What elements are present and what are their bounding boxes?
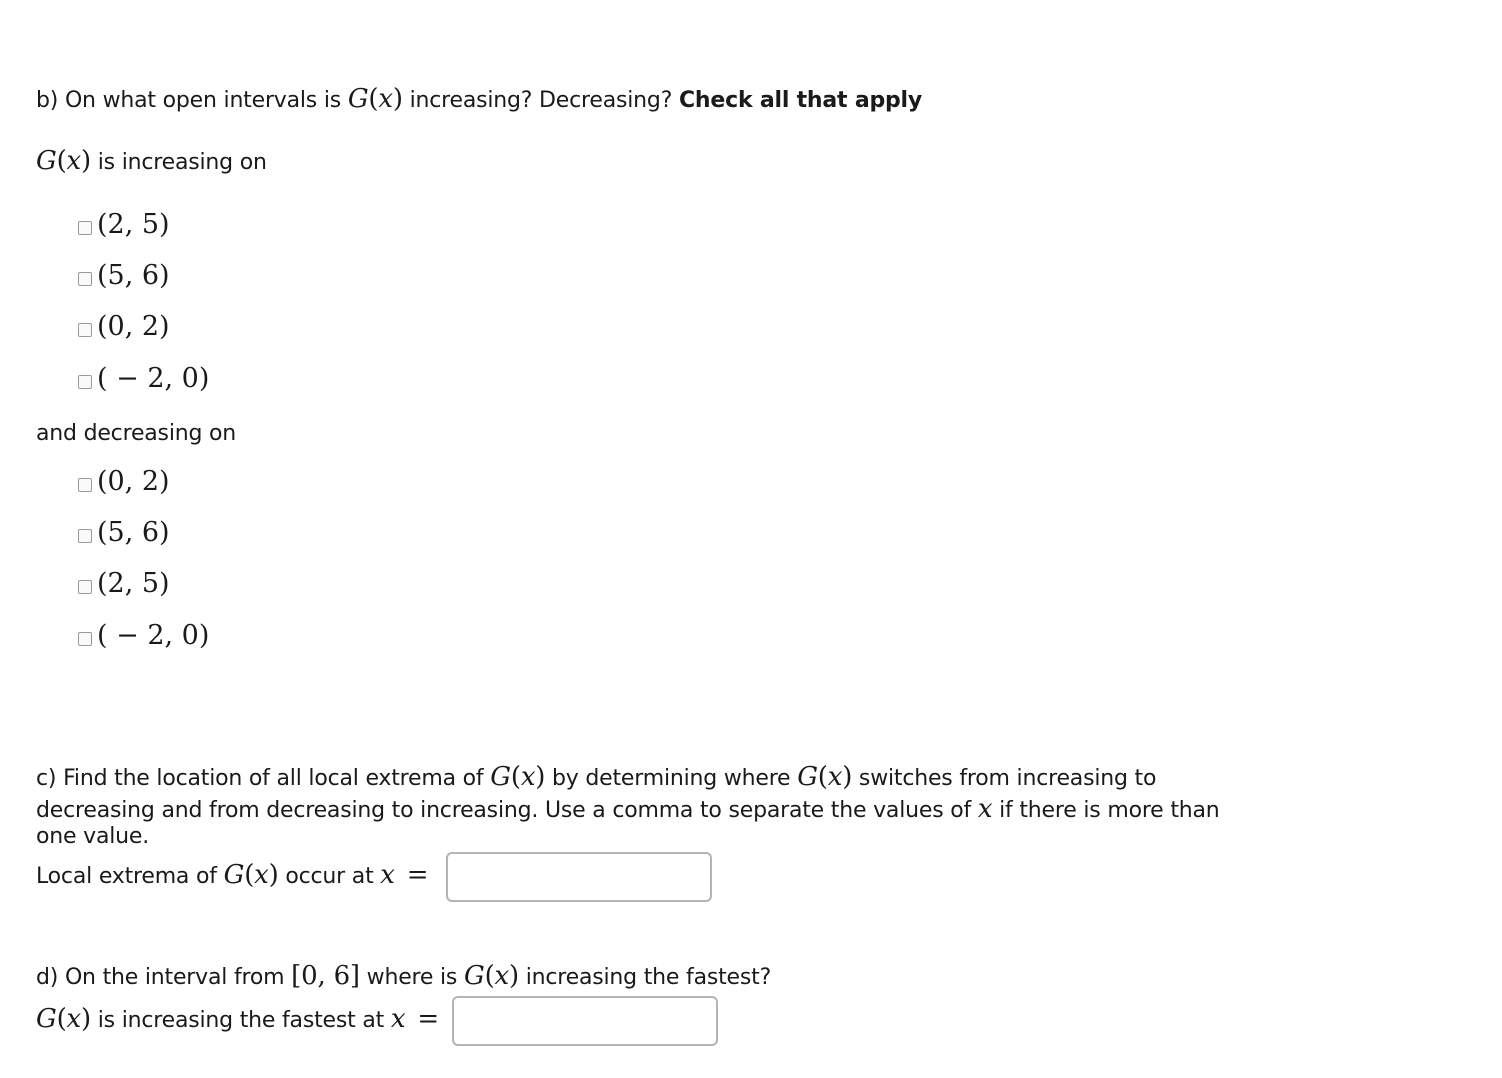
decreasing-option[interactable] [78,465,170,499]
increasing-option[interactable] [78,208,170,242]
decreasing-heading: and decreasing on [36,421,237,446]
function-expression: G(x) [223,860,279,890]
function-expression: G(x) [36,1004,91,1034]
checkbox[interactable] [78,478,92,492]
interval-label: (0, 2) [97,311,170,342]
fastest-increase-input[interactable] [452,996,718,1046]
variable-x: x [390,1004,406,1034]
part-b-prompt [36,85,922,115]
local-extrema-input[interactable] [446,852,712,902]
function-expression: G(x) [36,146,91,176]
function-expression: G(x) [490,762,546,792]
checkbox[interactable] [78,221,92,235]
part-d-prompt: d) On the interval from [0, 6] where is G(x) increasing the fastest? [36,961,772,991]
interval-label: (5, 6) [97,517,170,548]
increasing-option[interactable] [78,310,170,344]
interval-label: (0, 2) [97,466,170,497]
equals-sign: = [417,1004,439,1034]
interval-label: ( − 2, 0) [97,363,210,394]
variable-x: x [977,794,993,824]
increasing-option[interactable] [78,259,170,293]
increasing-option[interactable] [78,362,209,396]
increasing-heading [36,147,267,177]
checkbox[interactable] [78,632,92,646]
checkbox[interactable] [78,272,92,286]
checkbox[interactable] [78,580,92,594]
decreasing-option[interactable] [78,567,170,601]
interval-label: (5, 6) [97,260,170,291]
part-c-prompt-line-2: decreasing and from decreasing to increasing. Use a comma to separate the values of x if there is more than [36,794,1220,824]
checkbox[interactable] [78,375,92,389]
checkbox[interactable] [78,529,92,543]
decreasing-option[interactable] [78,516,170,550]
interval-label: (2, 5) [97,209,170,240]
part-b-prompt-text: b) On what open intervals is [36,88,348,113]
function-expression: G(x) [463,961,519,991]
interval-label: (2, 5) [97,568,170,599]
interval-expression: [0, 6] [291,961,360,991]
increasing-label: is increasing on [90,150,267,175]
equals-sign: = [406,860,429,890]
check-all-instruction: Check all that apply [678,88,923,113]
function-expression: G(x) [797,762,853,792]
part-b-prompt-text-2: increasing? Decreasing? [402,88,679,113]
part-c-prompt-line-3: one value. [36,824,150,849]
function-expression: G(x) [347,84,403,114]
local-extrema-label: Local extrema of G(x) occur at x = [36,860,429,890]
decreasing-option[interactable] [78,619,209,653]
checkbox[interactable] [78,323,92,337]
interval-label: ( − 2, 0) [97,620,210,651]
part-c-prompt-line-1: c) Find the location of all local extrema of G(x) by determining where G(x) switches from increasing to [36,762,1157,792]
variable-x: x [380,860,395,890]
fastest-increase-label: G(x) is increasing the fastest at x = [36,1004,439,1034]
